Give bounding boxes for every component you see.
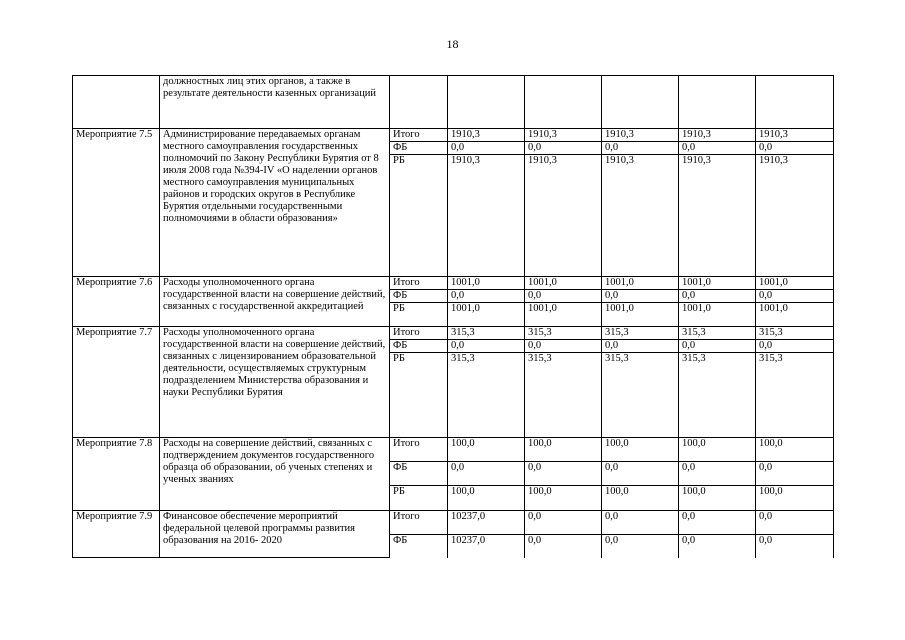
amount-cell: 0,0 [525,290,602,303]
amount-cell: 0,0 [756,290,834,303]
amount-cell [602,76,679,129]
amount-cell: 0,0 [602,142,679,155]
amount-cell: 0,0 [679,142,756,155]
amount-cell: 100,0 [756,486,834,511]
amount-cell: 0,0 [602,462,679,486]
amount-cell: 1910,3 [679,129,756,142]
amount-cell: 315,3 [756,353,834,438]
amount-cell: 1001,0 [602,303,679,327]
amount-cell: 10237,0 [448,511,525,535]
funding-source [390,76,448,129]
amount-cell [679,76,756,129]
amount-cell: 1001,0 [525,277,602,290]
funding-source: ФБ [390,535,448,558]
measure-code: Мероприятие 7.5 [73,129,160,277]
table-row [73,511,834,535]
funding-source: Итого [390,511,448,535]
amount-cell: 315,3 [679,327,756,340]
funding-source: Итого [390,438,448,462]
funding-source: РБ [390,353,448,438]
amount-cell: 0,0 [448,290,525,303]
measure-code [73,76,160,129]
measure-code: Мероприятие 7.6 [73,277,160,327]
amount-cell: 1910,3 [448,155,525,277]
amount-cell: 0,0 [525,535,602,558]
amount-cell: 1001,0 [756,277,834,290]
amount-cell: 1001,0 [448,277,525,290]
page-number: 18 [446,37,459,51]
measure-description: Расходы уполномоченного органа государственной власти на совершение действий, связанных с лицензированием образовательной деятельности, осуществляемых структурным подразделением Министерства образования и науки Республики Бурятия [160,327,390,438]
amount-cell: 0,0 [756,511,834,535]
funding-source: Итого [390,129,448,142]
budget-table [72,75,834,558]
amount-cell: 1001,0 [602,277,679,290]
measure-description: должностных лиц этих органов, а также в результате деятельности казенных организаций [160,76,390,129]
funding-source: ФБ [390,290,448,303]
amount-cell [525,76,602,129]
amount-cell: 100,0 [679,486,756,511]
amount-cell: 0,0 [602,511,679,535]
amount-cell: 1001,0 [448,303,525,327]
amount-cell: 100,0 [679,438,756,462]
amount-cell: 315,3 [448,353,525,438]
amount-cell: 100,0 [525,486,602,511]
amount-cell: 1910,3 [448,129,525,142]
amount-cell: 1001,0 [756,303,834,327]
funding-source: РБ [390,155,448,277]
funding-source: ФБ [390,462,448,486]
amount-cell: 1910,3 [525,129,602,142]
funding-source: ФБ [390,340,448,353]
table-row [73,129,834,142]
amount-cell: 315,3 [679,353,756,438]
amount-cell: 0,0 [602,290,679,303]
funding-source: ФБ [390,142,448,155]
amount-cell: 315,3 [602,353,679,438]
amount-cell: 100,0 [525,438,602,462]
amount-cell: 0,0 [448,462,525,486]
amount-cell: 0,0 [448,142,525,155]
amount-cell: 0,0 [756,340,834,353]
table-row [73,327,834,340]
amount-cell [448,76,525,129]
amount-cell: 0,0 [679,511,756,535]
amount-cell: 0,0 [602,535,679,558]
measure-code: Мероприятие 7.7 [73,327,160,438]
amount-cell: 0,0 [756,535,834,558]
measure-code: Мероприятие 7.9 [73,511,160,558]
amount-cell: 0,0 [679,535,756,558]
amount-cell: 315,3 [525,327,602,340]
amount-cell: 1910,3 [602,129,679,142]
amount-cell: 0,0 [525,462,602,486]
amount-cell: 100,0 [602,486,679,511]
budget-table-body [73,76,834,558]
amount-cell: 0,0 [525,142,602,155]
funding-source: Итого [390,327,448,340]
amount-cell: 1910,3 [756,129,834,142]
table-row [73,438,834,462]
amount-cell: 315,3 [602,327,679,340]
amount-cell: 100,0 [756,438,834,462]
amount-cell: 1001,0 [679,303,756,327]
funding-source: РБ [390,303,448,327]
amount-cell: 1001,0 [525,303,602,327]
amount-cell: 315,3 [525,353,602,438]
amount-cell: 1910,3 [602,155,679,277]
amount-cell: 0,0 [756,142,834,155]
funding-source: РБ [390,486,448,511]
measure-description: Расходы уполномоченного органа государственной власти на совершение действий, связанных с государственной аккредитацией [160,277,390,327]
amount-cell: 1910,3 [679,155,756,277]
amount-cell: 0,0 [525,340,602,353]
amount-cell: 0,0 [679,290,756,303]
amount-cell: 0,0 [679,340,756,353]
amount-cell: 0,0 [679,462,756,486]
amount-cell: 315,3 [448,327,525,340]
amount-cell: 1910,3 [756,155,834,277]
measure-description: Расходы на совершение действий, связанных с подтверждением документов государственного образца об образовании, об ученых степенях и ученых званиях [160,438,390,511]
amount-cell: 315,3 [756,327,834,340]
amount-cell: 0,0 [756,462,834,486]
amount-cell: 0,0 [602,340,679,353]
measure-description: Финансовое обеспечение мероприятий федеральной целевой программы развития образования на 2016- 2020 [160,511,390,558]
amount-cell: 100,0 [602,438,679,462]
amount-cell: 10237,0 [448,535,525,558]
amount-cell: 100,0 [448,486,525,511]
amount-cell: 1910,3 [525,155,602,277]
amount-cell: 1001,0 [679,277,756,290]
amount-cell: 0,0 [448,340,525,353]
table-row [73,277,834,290]
table-row [73,76,834,129]
amount-cell: 100,0 [448,438,525,462]
amount-cell: 0,0 [525,511,602,535]
amount-cell [756,76,834,129]
measure-description: Администрирование передаваемых органам местного самоуправления государственных полномочий по Закону Республики Бурятия от 8 июля 2008 года №394-IV «О наделении органов местного самоуправления муниципальных районов и городских округов в Республике Бурятия отдельными государственными полномочиями в области образования» [160,129,390,277]
funding-source: Итого [390,277,448,290]
measure-code: Мероприятие 7.8 [73,438,160,511]
